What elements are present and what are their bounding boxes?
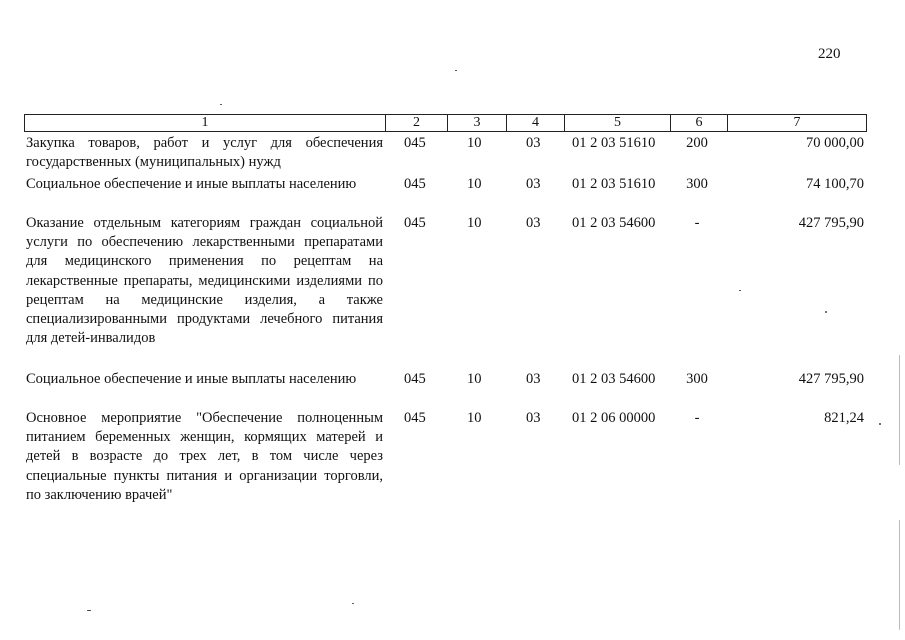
row-code-6: 200 [686, 135, 708, 151]
row-code-5: 01 2 03 51610 [572, 176, 656, 192]
row-code-5: 01 2 06 00000 [572, 410, 656, 426]
row-code-5: 01 2 03 54600 [572, 215, 656, 231]
row-code-3: 10 [467, 371, 482, 387]
row-description: Основное мероприятие "Обеспечение полноценным питанием беременных женщин, кормящих матерей и детей в возрасте до трех лет, в том числе через специальные пункты питания и организации торговли, по заключению врачей" [26, 410, 383, 503]
row-code-6: 300 [686, 371, 708, 387]
row-code-5: 01 2 03 54600 [572, 371, 656, 387]
scan-edge-line [899, 520, 900, 630]
header-col-7: 7 [727, 115, 866, 131]
row-amount: 821,24 [824, 410, 864, 426]
page-number: 220 [818, 46, 841, 62]
row-description: Закупка товаров, работ и услуг для обеспечения государственных (муниципальных) нужд [26, 135, 383, 171]
scan-speck [352, 603, 354, 604]
scan-speck [87, 610, 91, 611]
row-code-2: 045 [404, 135, 426, 151]
row-code-2: 045 [404, 410, 426, 426]
scan-edge-line [899, 355, 900, 465]
row-amount: 427 795,90 [798, 371, 864, 387]
row-code-6: - [694, 215, 700, 231]
row-code-6: 300 [686, 176, 708, 192]
scan-speck [879, 423, 881, 425]
row-description: Социальное обеспечение и иные выплаты населению [26, 371, 357, 387]
row-description: Оказание отдельным категориям граждан социальной услуги по обеспечению лекарственными препаратами для медицинского применения по рецептам на лекарственные препараты, медицинскими изделиями по рецептам на медицинские изделия, а также специализированными продуктами лечебного питания для детей-инвалидов [26, 215, 383, 347]
scan-speck [739, 290, 741, 291]
row-code-3: 10 [467, 176, 482, 192]
table-header [24, 114, 867, 132]
row-code-5: 01 2 03 51610 [572, 135, 656, 151]
header-col-1: 1 [201, 115, 209, 130]
scan-speck [455, 70, 457, 71]
row-code-4: 03 [526, 215, 541, 231]
header-col-4: 4 [506, 115, 564, 131]
header-col-5: 5 [564, 115, 670, 131]
row-amount: 427 795,90 [798, 215, 864, 231]
row-amount: 74 100,70 [806, 176, 864, 192]
row-code-3: 10 [467, 410, 482, 426]
row-code-2: 045 [404, 176, 426, 192]
row-code-2: 045 [404, 215, 426, 231]
row-code-4: 03 [526, 371, 541, 387]
row-code-3: 10 [467, 215, 482, 231]
header-col-6: 6 [670, 115, 727, 131]
header-col-2: 2 [385, 115, 447, 131]
row-code-2: 045 [404, 371, 426, 387]
scan-speck [825, 311, 827, 313]
row-code-4: 03 [526, 135, 541, 151]
row-amount: 70 000,00 [806, 135, 864, 151]
row-code-6: - [694, 410, 700, 426]
row-code-4: 03 [526, 176, 541, 192]
row-code-4: 03 [526, 410, 541, 426]
row-description: Социальное обеспечение и иные выплаты населению [26, 176, 357, 192]
scan-speck [220, 104, 222, 105]
row-code-3: 10 [467, 135, 482, 151]
header-col-3: 3 [447, 115, 506, 131]
